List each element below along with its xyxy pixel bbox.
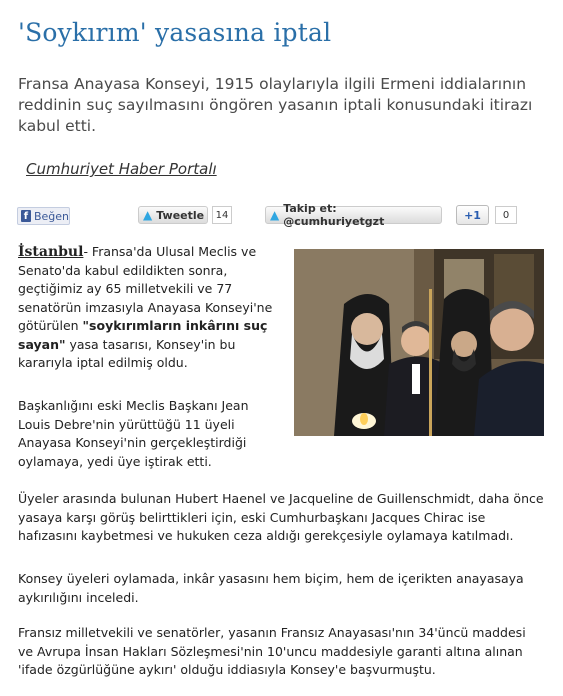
article-paragraph-5: Fransız milletvekili ve senatörler, yasanın Fransız Anayasası'nın 34'üncü maddesi ve Avrupa İnsan Hakları Sözleşmesi'nin 10'uncu maddesiyle garanti altına alınan 'ifade özgürlüğüne aykırı' olduğu iddiasıyla Konsey'e başvurmuştu. <box>18 625 526 677</box>
article-paragraph-4: Konsey üyeleri oylamada, inkâr yasasını hem biçim, hem de içerikten anayasaya aykırılığını inceledi. <box>18 571 524 605</box>
article-summary: Fransa Anayasa Konseyi, 1915 olaylarıyla ilgili Ermeni iddialarının reddinin suç sayılmasını öngören yasanın iptali konusundaki itirazı kabul etti. <box>18 75 533 135</box>
tweet-count: 14 <box>212 206 232 224</box>
article-photo <box>294 249 544 436</box>
tweet-label: Tweetle <box>156 208 205 222</box>
share-bar <box>0 202 563 228</box>
source-link[interactable]: Cumhuriyet Haber Portalı <box>26 160 217 178</box>
google-plus-one-button[interactable] <box>456 205 489 225</box>
article-paragraph-2: Başkanlığını eski Meclis Başkanı Jean Louis Debre'nin yürüttüğü 11 üyeli Anayasa Konseyi'nin gerçekleştirdiği oylamaya, yedi üye iştirak etti. <box>18 398 249 469</box>
facebook-icon: f <box>21 210 31 222</box>
twitter-bird-icon: ▲ <box>270 208 280 222</box>
follow-label: Takip et: @cumhuriyetgzt <box>283 202 385 228</box>
tweet-button[interactable] <box>138 206 208 224</box>
photo-illustration <box>294 249 544 436</box>
dateline: İstanbul <box>18 244 84 260</box>
article-headline: 'Soykırım' yasasına iptal <box>18 18 332 47</box>
facebook-like-button[interactable] <box>17 207 70 225</box>
follow-button[interactable] <box>265 202 442 228</box>
google-plus-count: 0 <box>495 206 517 224</box>
twitter-bird-icon: ▲ <box>143 208 153 222</box>
article-paragraph-3: Üyeler arasında bulunan Hubert Haenel ve Jacqueline de Guillenschmidt, daha önce yasaya karşı görüş belirttikleri için, eski Cumhurbaşkanı Jacques Chirac ise hafızasını kaybetmesi ve hukuken ceza aldığı gerekçesiyle oylamaya katılmadı. <box>18 491 544 543</box>
facebook-like-label: Beğen <box>33 209 69 223</box>
paragraph-1-bold: "soykırımların inkârını suç sayan" <box>18 318 268 352</box>
paragraph-1-part-b: yasa tasarısı, Konsey'in bu kararıyla iptal edilmiş oldu. <box>18 336 236 370</box>
google-plus-one-label: +1 <box>464 208 481 222</box>
paragraph-1-part-a: - Fransa'da Ulusal Meclis ve Senato'da kabul edildikten sonra, geçtiğimiz ay 65 milletvekili ve 77 senatörün imzasıyla Anayasa Konseyi'ne götürülen <box>18 244 273 333</box>
article-paragraph-1 <box>18 243 274 373</box>
